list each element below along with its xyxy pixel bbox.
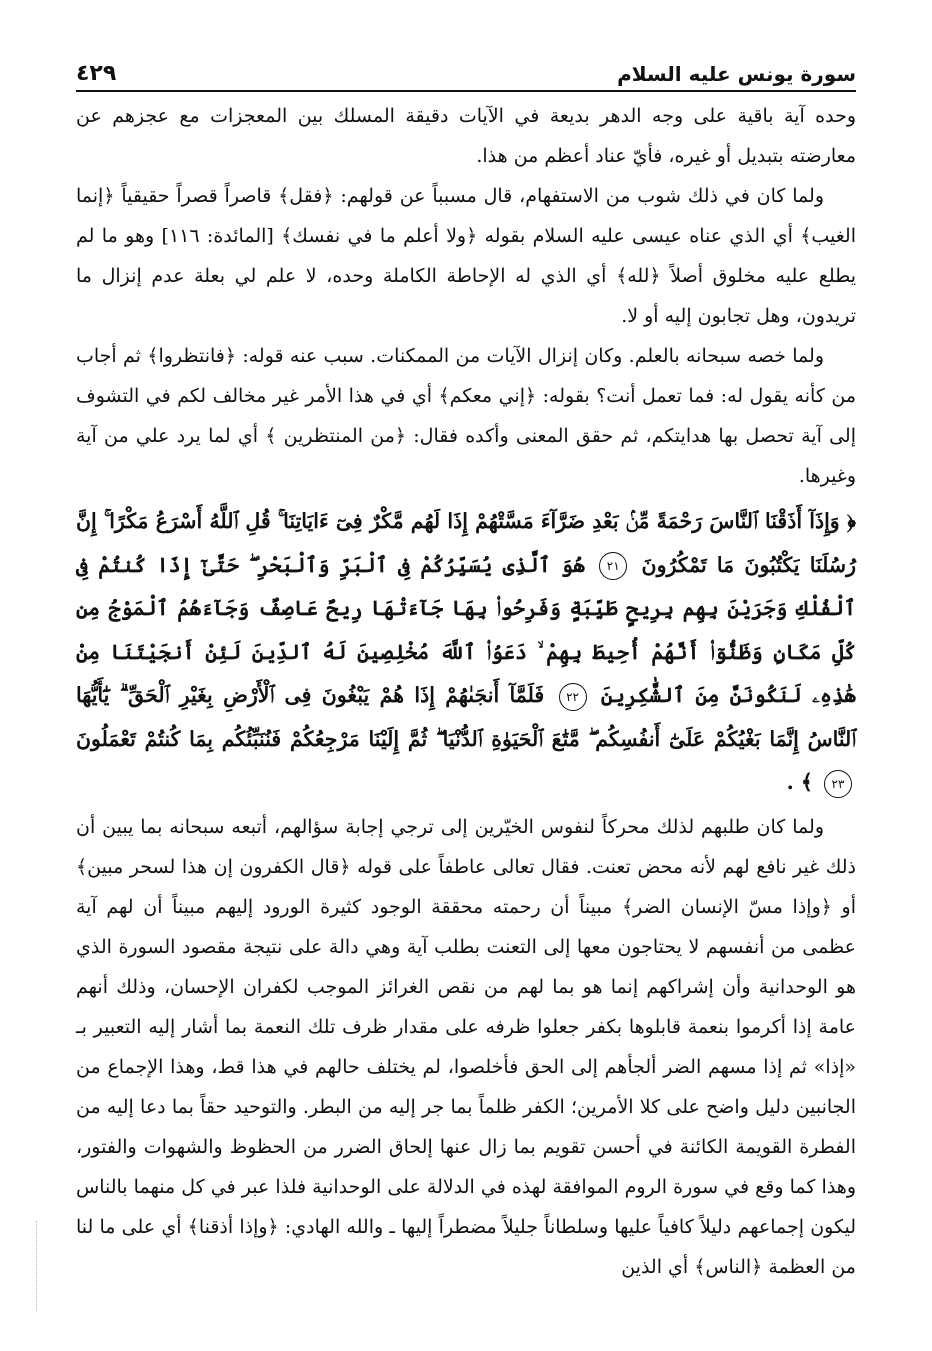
verse-text-23: فَلَمَّآ أَنجَىٰهُمْ إِذَا هُمْ يَبْغُونَ فِى ٱلْأَرْضِ بِغَيْرِ ٱلْحَقِّ ۗ يَٰٓأَيُّهَا ٱلنَّاسُ إِنَّمَا بَغْيُكُمْ عَلَىٰٓ أَنفُسِكُم ۖ مَّتَٰعَ ٱلْحَيَوٰةِ ٱلدُّنْيَا ۖ ثُمَّ إِلَيْنَا مَرْجِعُكُمْ فَنُنَبِّئُكُم بِمَا كُنتُمْ تَعْمَلُونَ <box>76 683 856 751</box>
page-header <box>76 52 856 92</box>
paragraph-2: ولما كان في ذلك شوب من الاستفهام، قال مسبباً عن قولهم: ﴿فقل﴾ قاصراً قصراً حقيقياً ﴿إنما الغيب﴾ أي الذي عناه عيسى عليه السلام بقوله ﴿ولا أعلم ما في نفسك﴾ [المائدة: ١١٦] وهو ما لم يطلع عليه مخلوق أصلاً ﴿لله﴾ أي الذي له الإحاطة الكاملة وحده، لا علم لي بعلة عدم إنزال ما تريدون، وهل تجابون إليه أو لا. <box>76 185 856 327</box>
verse-text-22: هُوَ ٱلَّذِى يُسَيِّرُكُمْ فِى ٱلْبَرِّ وَٱلْبَحْرِ ۖ حَتَّىٰٓ إِذَا كُنتُمْ فِى ٱلْفُلْكِ وَجَرَيْنَ بِهِم بِرِيحٍ طَيِّبَةٍ وَفَرِحُوا۟ بِهَا جَآءَتْهَا رِيحٌ عَاصِفٌ وَجَآءَهُمُ ٱلْمَوْجُ مِن كُلِّ مَكَانٍ وَظَنُّوٓا۟ أَنَّهُمْ أُحِيطَ بِهِمْ ۙ دَعَوُا۟ ٱللَّهَ مُخْلِصِينَ لَهُ ٱلدِّينَ لَئِنْ أَنجَيْتَنَا مِنْ هَٰذِهِۦ لَنَكُونَنَّ مِنَ ٱلشَّٰكِرِينَ <box>76 552 856 707</box>
page-number: ٤٢٩ <box>76 61 117 86</box>
paragraph-4: ولما كان طلبهم لذلك محركاً لنفوس الخيّرين إلى ترجي إجابة سؤالهم، أتبعه سبحانه بما يبين أن ذلك غير نافع لهم لأنه محض تعنت. فقال تعالى عاطفاً على قوله ﴿قال الكفرون إن هذا لسحر مبين﴾ أو ﴿وإذا مسّ الإنسان الضر﴾ مبيناً أن رحمته محققة الوجود كثيرة الورود إليهم مبيناً أن لهم آية عظمى من أنفسهم لا يحتاجون معها إلى التعنت بطلب آية وهي دالة على نتيجة مقصود السورة الذي هو الوحدانية وأن إشراكهم إنما هو بما لهم من نقص الغرائز الموجب لكفران الإحسان، وذلك أنهم عامة إذا أكرموا بنعمة قابلوها بكفر جعلوا ظرفه على مقدار ظرف تلك النعمة بما أشار إليه التعبير بـ «إذا» ثم إذا مسهم الضر ألجأهم إلى الحق فأخلصوا، لم يختلف حالهم في هذا قط، وهذا الإجماع من الجانبين دليل واضح على كلا الأمرين؛ الكفر ظلماً بما جر إليه من البطر. والتوحيد حقاً بما دعا إليه من الفطرة القويمة الكائنة في أحسن تقويم بما زال عنها إلحاق الضرر من الحظوظ والشهوات والفتور، وهذا كما وقع في سورة الروم الموافقة لهذه في الدلالة على الوحدانية فلذا عبر في كل منهما بالناس ليكون إجماعهم دليلاً كافياً عليها وسلطاناً جليلاً مضطراً إليها ـ والله الهادي: ﴿وإذا أذقنا﴾ أي على ما لنا من العظمة ﴿الناس﴾ أي الذين <box>76 815 856 1278</box>
paragraph-3: ولما خصه سبحانه بالعلم. وكان إنزال الآيات من الممكنات. سبب عنه قوله: ﴿فانتظروا﴾ ثم أجاب من كأنه يقول له: فما تعمل أنت؟ بقوله: ﴿إني معكم﴾ أي في هذا الأمر غير مخالف لكم في التشوف إلى آية تحصل بها هدايتكم، ثم حقق المعنى وأكده فقال: ﴿من المنتظرين ﴾ أي لما يرد علي من آية وغيرها. <box>76 345 856 487</box>
page-body <box>76 96 856 1287</box>
scan-edge-mark <box>36 1221 39 1311</box>
paragraph-1: وحده آية باقية على وجه الدهر بديعة في الآيات دقيقة المسلك بين المعجزات مع عجزهم عن معارضته بتبديل أو غيره، فأيّ عناد أعظم من هذا. <box>76 105 856 167</box>
verse-text-21: ﴿ وَإِذَآ أَذَقْنَا ٱلنَّاسَ رَحْمَةً مِّنۢ بَعْدِ ضَرَّآءَ مَسَّتْهُمْ إِذَا لَهُم مَّكْرٌ فِىٓ ءَايَاتِنَا ۚ قُلِ ٱللَّهُ أَسْرَعُ مَكْرًا ۚ إِنَّ رُسُلَنَا يَكْتُبُونَ مَا تَمْكُرُونَ <box>76 509 857 577</box>
quran-verses <box>76 500 856 805</box>
ayah-number-marker: ٢٣ <box>824 770 852 798</box>
verse-closing: ﴾ . <box>786 770 813 794</box>
ayah-number-marker: ٢١ <box>599 552 627 580</box>
surah-title: سورة يونس عليه السلام <box>617 62 856 86</box>
ayah-number-marker: ٢٢ <box>559 683 587 711</box>
